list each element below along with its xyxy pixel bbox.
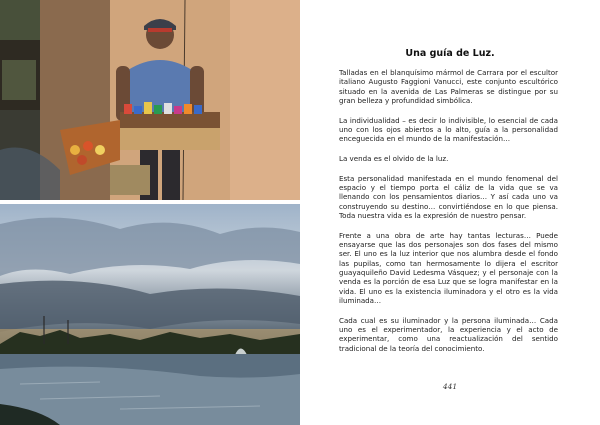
paragraph: Frente a una obra de arte hay tantas lecturas… Puede ensayarse que las dos personajes son dos fases del mismo ser. El uno es la luz interior que nos alumbra desde el fondo las pupilas, como tan hermosamente lo dijera el escritor guayaquileño David Ledesma Vásquez; y el personaje con la venda es la porción de esa Luz que se logra manifestar en la vida. El uno es la existencia iluminadora y el otro es la vida iluminada… bbox=[339, 230, 558, 305]
paragraph: Esta personalidad manifestada en el mundo fenomenal del espacio y el tiempo porta el cáliz de la vida que se va llenando con los pensamientos diarios… Y así cada uno va construyendo su destino… convirtiéndose en lo que piensa. Toda nuestra vida es la expresión de nuestro pensar. bbox=[339, 173, 558, 221]
paragraph: La venda es el olvido de la luz. bbox=[339, 154, 449, 164]
river-landscape-photo bbox=[0, 204, 300, 425]
right-page bbox=[300, 0, 600, 425]
paragraph: Talladas en el blanquísimo mármol de Carrara por el escultor italiano Augusto Faggioni Vanucci, este conjunto escultórico situado en la avenida de Las Palmeras se distingue por su gran belleza y profundidad simbólica. bbox=[339, 68, 558, 105]
street-vendor-photo bbox=[0, 0, 300, 200]
river-landscape-illustration bbox=[0, 204, 300, 425]
article-title: Una guía de Luz. bbox=[405, 48, 495, 59]
article-body bbox=[339, 68, 558, 363]
street-vendor-illustration bbox=[0, 0, 300, 200]
paragraph: Cada cual es su iluminador y la persona iluminada… Cada uno es el experimentador, la experiencia y el acto de experimentar, como una reactualización del sentido tradicional de la teoría del conocimiento. bbox=[339, 315, 558, 353]
page-number: 441 bbox=[442, 382, 458, 391]
paragraph: La individualidad – es decir lo indivisible, lo esencial de cada uno con los ojos abiertos a lo alto, guía a la personalidad enceguecida en el mundo de la manifestación… bbox=[339, 115, 558, 144]
